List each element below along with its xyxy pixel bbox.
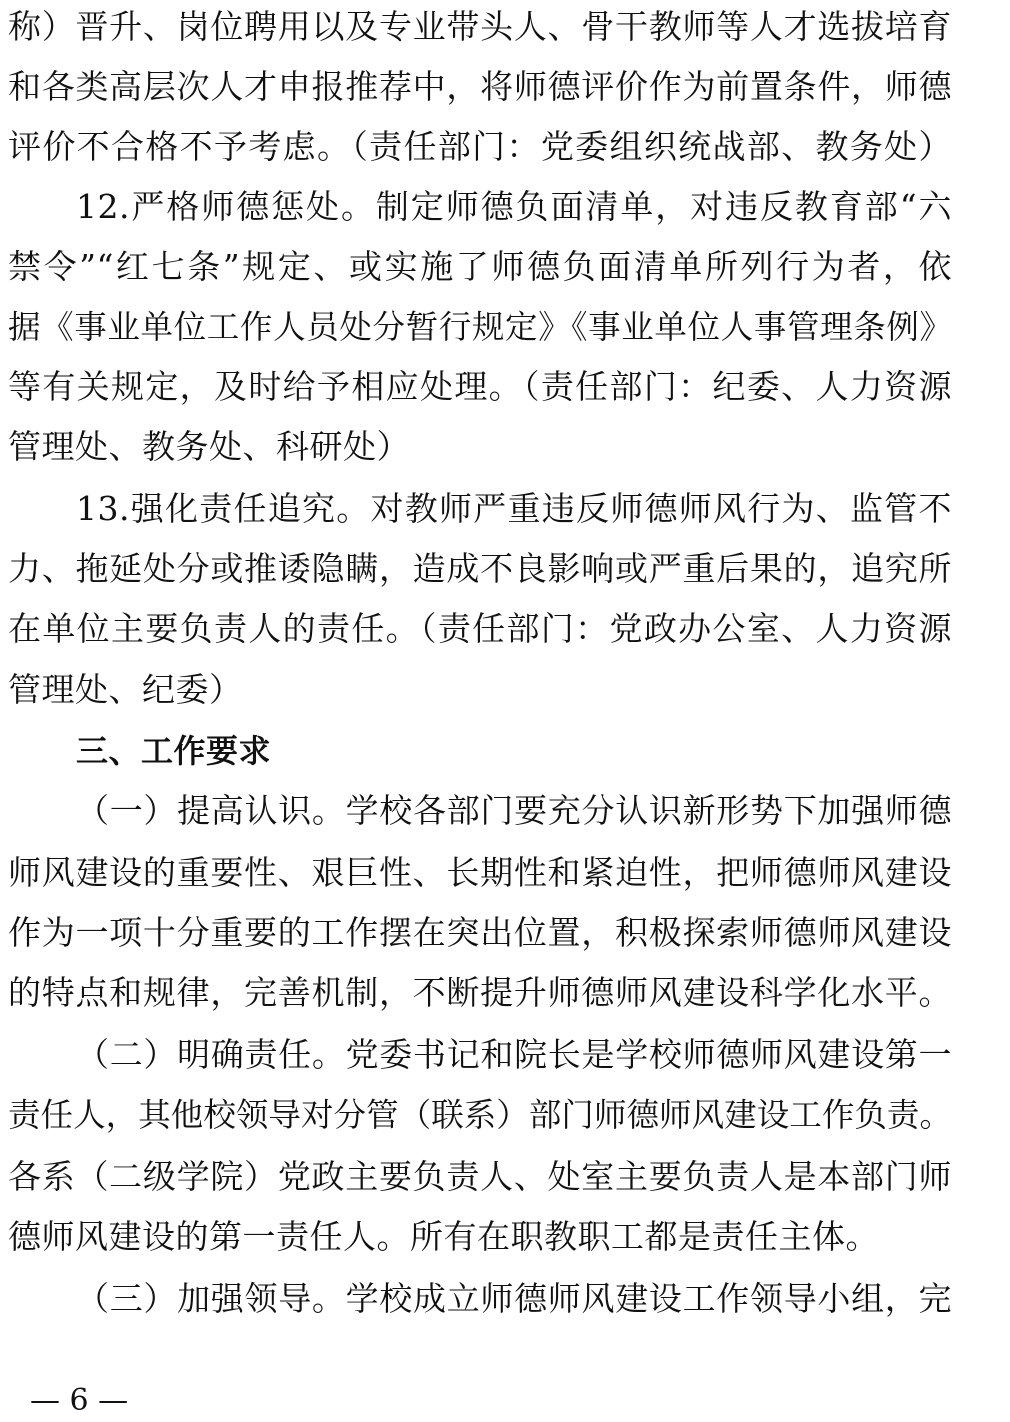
text-line: 师风建设的重要性、艰巨性、长期性和紧迫性，把师德师风建设 [8, 853, 952, 892]
text-line: 作为一项十分重要的工作摆在突出位置，积极探索师德师风建设 [8, 913, 952, 952]
text-line: 德师风建设的第一责任人。所有在职教职工都是责任主体。 [8, 1217, 879, 1256]
text-line: 各系（二级学院）党政主要负责人、处室主要负责人是本部门师 [8, 1157, 952, 1196]
text-line: 13.强化责任追究。对教师严重违反师德师风行为、监管不 [76, 489, 952, 528]
text-line: 在单位主要负责人的责任。（责任部门：党政办公室、人力资源 [8, 609, 952, 648]
text-line: （三）加强领导。学校成立师德师风建设工作领导小组，完 [76, 1279, 952, 1318]
text-line: 力、拖延处分或推诿隐瞒，造成不良影响或严重后果的，追究所 [8, 549, 952, 588]
text-line: 评价不合格不予考虑。（责任部门：党委组织统战部、教务处） [8, 127, 952, 166]
text-line: 责任人，其他校领导对分管（联系）部门师德师风建设工作负责。 [8, 1096, 952, 1134]
text-line: 称）晋升、岗位聘用以及专业带头人、骨干教师等人才选拔培育 [8, 7, 952, 46]
text-line: 管理处、纪委） [8, 670, 243, 709]
page-number: — 6 — [30, 1383, 129, 1418]
section-heading: 三、工作要求 [76, 732, 272, 770]
text-line: （二）明确责任。党委书记和院长是学校师德师风建设第一 [76, 1035, 952, 1074]
text-line: （一）提高认识。学校各部门要充分认识新形势下加强师德 [76, 791, 952, 830]
text-line: 据《事业单位工作人员处分暂行规定》《事业单位人事管理条例》 [8, 308, 952, 346]
text-line: 和各类高层次人才申报推荐中，将师德评价作为前置条件，师德 [8, 67, 952, 106]
text-line: 管理处、教务处、科研处） [8, 427, 410, 466]
text-line: 的特点和规律，完善机制，不断提升师德师风建设科学化水平。 [8, 973, 952, 1012]
text-line: 12.严格师德惩处。制定师德负面清单，对违反教育部“六 [76, 187, 952, 226]
text-line: 等有关规定，及时给予相应处理。（责任部门：纪委、人力资源 [8, 367, 952, 406]
text-line: 禁令”“红七条”规定、或实施了师德负面清单所列行为者，依 [8, 247, 952, 286]
